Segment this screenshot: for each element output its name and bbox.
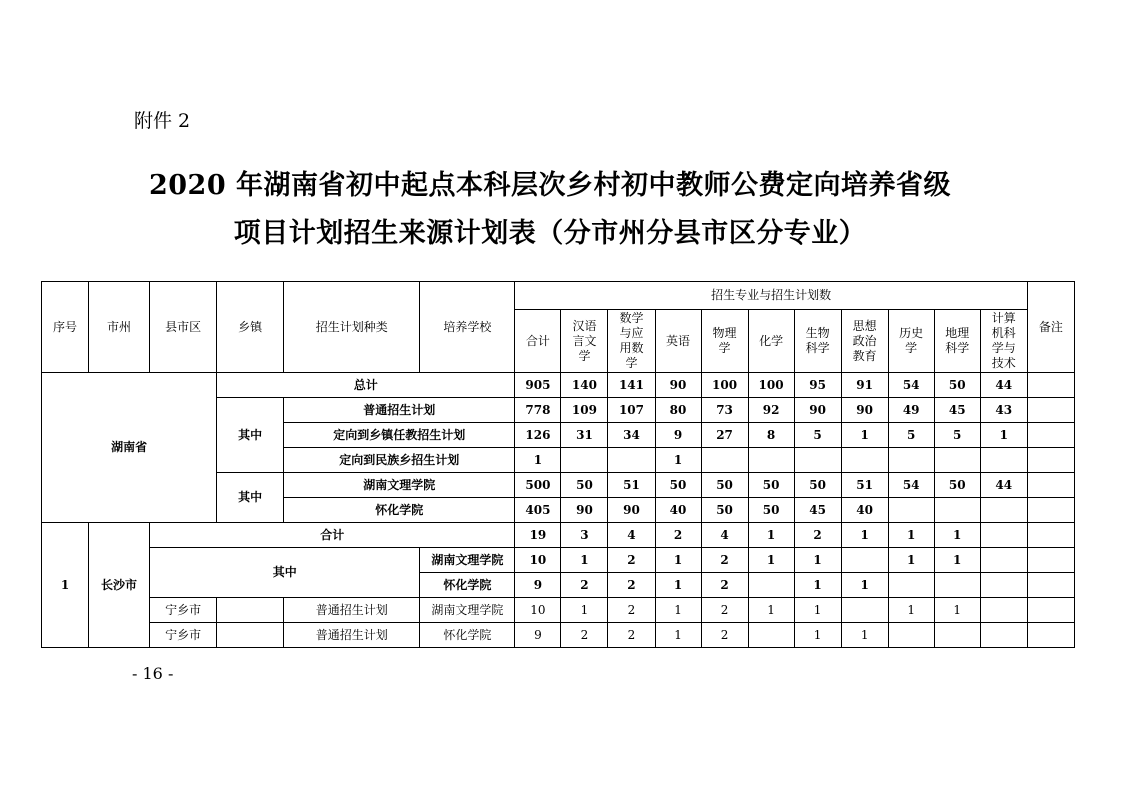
plan-table-body: [42, 282, 1075, 648]
value-cell: 2: [561, 623, 608, 648]
value-cell: 1: [561, 548, 608, 573]
title-line-2: 项目计划招生来源计划表（分市州分县市区分专业）: [233, 218, 867, 249]
value-cell: 90: [841, 398, 888, 423]
value-cell: 95: [794, 373, 841, 398]
remark-cell: [1027, 623, 1074, 648]
among-label: 其中: [217, 398, 284, 473]
row-label: 普通招生计划: [284, 398, 515, 423]
value-cell: 1: [841, 523, 888, 548]
value-cell: 51: [841, 473, 888, 498]
value-cell: 44: [980, 473, 1027, 498]
value-cell: 40: [655, 498, 701, 523]
value-cell: 34: [608, 423, 655, 448]
header-major-group: 招生专业与招生计划数: [515, 282, 1027, 310]
value-cell: 2: [608, 573, 655, 598]
value-cell: 1: [655, 548, 701, 573]
value-cell: [934, 498, 980, 523]
value-cell: [748, 623, 794, 648]
value-cell: 2: [608, 548, 655, 573]
value-cell: 50: [701, 473, 748, 498]
value-cell: 1: [888, 598, 934, 623]
row-label: 合计: [150, 523, 515, 548]
remark-cell: [1027, 473, 1074, 498]
value-cell: 141: [608, 373, 655, 398]
town-name: [217, 598, 284, 623]
value-cell: 10: [515, 548, 561, 573]
value-cell: 1: [748, 598, 794, 623]
header-school: 培养学校: [420, 282, 515, 373]
county-name: 宁乡市: [150, 623, 217, 648]
value-cell: [980, 448, 1027, 473]
value-cell: [934, 623, 980, 648]
value-cell: [888, 623, 934, 648]
value-cell: 1: [934, 523, 980, 548]
value-cell: [980, 573, 1027, 598]
header-seq: 序号: [42, 282, 89, 373]
header-plan-type: 招生计划种类: [284, 282, 420, 373]
value-cell: [980, 623, 1027, 648]
value-cell: 50: [934, 373, 980, 398]
value-cell: 80: [655, 398, 701, 423]
value-cell: 1: [748, 523, 794, 548]
value-cell: 3: [561, 523, 608, 548]
header-county: 县市区: [150, 282, 217, 373]
value-cell: [980, 548, 1027, 573]
value-cell: 50: [794, 473, 841, 498]
value-cell: 1: [794, 573, 841, 598]
town-name: [217, 623, 284, 648]
value-cell: 4: [608, 523, 655, 548]
city-total-row: [42, 523, 1075, 548]
value-cell: 45: [934, 398, 980, 423]
value-cell: 31: [561, 423, 608, 448]
value-cell: 100: [748, 373, 794, 398]
value-cell: 50: [748, 473, 794, 498]
value-cell: 43: [980, 398, 1027, 423]
value-cell: 1: [841, 573, 888, 598]
value-cell: 126: [515, 423, 561, 448]
value-cell: [980, 523, 1027, 548]
value-cell: 5: [888, 423, 934, 448]
header-city: 市州: [89, 282, 150, 373]
city-school-row: [42, 548, 1075, 573]
header-major: 地理 科学: [934, 310, 980, 373]
page-number: - 16 -: [132, 664, 174, 683]
value-cell: 50: [701, 498, 748, 523]
province-name: 湖南省: [42, 373, 217, 523]
row-label: 怀化学院: [420, 573, 515, 598]
value-cell: 50: [655, 473, 701, 498]
value-cell: 140: [561, 373, 608, 398]
county-name: 宁乡市: [150, 598, 217, 623]
remark-cell: [1027, 423, 1074, 448]
header-major: 历史 学: [888, 310, 934, 373]
remark-cell: [1027, 373, 1074, 398]
value-cell: 1: [655, 448, 701, 473]
value-cell: 73: [701, 398, 748, 423]
value-cell: 2: [701, 548, 748, 573]
among-label: 其中: [150, 548, 420, 598]
remark-cell: [1027, 523, 1074, 548]
value-cell: [748, 573, 794, 598]
value-cell: 100: [701, 373, 748, 398]
row-label: 湖南文理学院: [420, 548, 515, 573]
row-label: 定向到乡镇任教招生计划: [284, 423, 515, 448]
value-cell: 9: [515, 573, 561, 598]
value-cell: 10: [515, 598, 561, 623]
value-cell: 27: [701, 423, 748, 448]
value-cell: 1: [748, 548, 794, 573]
value-cell: 90: [561, 498, 608, 523]
value-cell: [888, 573, 934, 598]
value-cell: 1: [841, 423, 888, 448]
value-cell: 51: [608, 473, 655, 498]
attachment-label: 附件 2: [134, 110, 191, 132]
county-row: [42, 598, 1075, 623]
value-cell: 2: [701, 598, 748, 623]
row-label: 湖南文理学院: [284, 473, 515, 498]
value-cell: 1: [655, 573, 701, 598]
value-cell: 9: [655, 423, 701, 448]
value-cell: [561, 448, 608, 473]
school-name: 湖南文理学院: [420, 598, 515, 623]
remark-cell: [1027, 398, 1074, 423]
value-cell: 8: [748, 423, 794, 448]
value-cell: 1: [841, 623, 888, 648]
value-cell: 2: [701, 573, 748, 598]
value-cell: 91: [841, 373, 888, 398]
row-label: 总计: [217, 373, 515, 398]
value-cell: 500: [515, 473, 561, 498]
value-cell: [934, 573, 980, 598]
value-cell: 1: [794, 623, 841, 648]
plan-table: [41, 281, 1075, 648]
value-cell: 2: [608, 598, 655, 623]
value-cell: 2: [608, 623, 655, 648]
remark-cell: [1027, 448, 1074, 473]
value-cell: 778: [515, 398, 561, 423]
value-cell: [980, 598, 1027, 623]
among-label: 其中: [217, 473, 284, 523]
title-line-1: 2020 年湖南省初中起点本科层次乡村初中教师公费定向培养省级: [148, 170, 952, 201]
value-cell: 1: [888, 548, 934, 573]
plan-type: 普通招生计划: [284, 623, 420, 648]
header-major: 物理 学: [701, 310, 748, 373]
value-cell: 2: [794, 523, 841, 548]
value-cell: 4: [701, 523, 748, 548]
header-remark: 备注: [1027, 282, 1074, 373]
school-name: 怀化学院: [420, 623, 515, 648]
value-cell: 5: [934, 423, 980, 448]
header-major: 汉语 言文 学: [561, 310, 608, 373]
value-cell: 1: [561, 598, 608, 623]
value-cell: [841, 548, 888, 573]
value-cell: 905: [515, 373, 561, 398]
value-cell: 2: [561, 573, 608, 598]
value-cell: 1: [980, 423, 1027, 448]
value-cell: 1: [515, 448, 561, 473]
value-cell: 50: [934, 473, 980, 498]
value-cell: 49: [888, 398, 934, 423]
value-cell: 50: [561, 473, 608, 498]
remark-cell: [1027, 573, 1074, 598]
row-label: 怀化学院: [284, 498, 515, 523]
value-cell: 54: [888, 473, 934, 498]
value-cell: 1: [794, 598, 841, 623]
header-major: 数学 与应 用数 学: [608, 310, 655, 373]
value-cell: [794, 448, 841, 473]
value-cell: 107: [608, 398, 655, 423]
header-major: 化学: [748, 310, 794, 373]
city-name: 长沙市: [89, 523, 150, 648]
remark-cell: [1027, 498, 1074, 523]
value-cell: 2: [655, 523, 701, 548]
value-cell: 109: [561, 398, 608, 423]
value-cell: 405: [515, 498, 561, 523]
value-cell: [701, 448, 748, 473]
header-major: 英语: [655, 310, 701, 373]
value-cell: 50: [748, 498, 794, 523]
header-town: 乡镇: [217, 282, 284, 373]
row-label: 定向到民族乡招生计划: [284, 448, 515, 473]
value-cell: 1: [888, 523, 934, 548]
value-cell: [888, 498, 934, 523]
value-cell: [888, 448, 934, 473]
value-cell: 5: [794, 423, 841, 448]
plan-type: 普通招生计划: [284, 598, 420, 623]
header-major: 思想 政治 教育: [841, 310, 888, 373]
value-cell: 1: [934, 598, 980, 623]
value-cell: 90: [608, 498, 655, 523]
value-cell: 9: [515, 623, 561, 648]
value-cell: 90: [655, 373, 701, 398]
value-cell: 19: [515, 523, 561, 548]
value-cell: 1: [794, 548, 841, 573]
city-seq: 1: [42, 523, 89, 648]
value-cell: 45: [794, 498, 841, 523]
remark-cell: [1027, 548, 1074, 573]
value-cell: 44: [980, 373, 1027, 398]
value-cell: 54: [888, 373, 934, 398]
header-major: 合计: [515, 310, 561, 373]
value-cell: [980, 498, 1027, 523]
county-row: [42, 623, 1075, 648]
province-total-row: [42, 373, 1075, 398]
value-cell: 1: [655, 623, 701, 648]
header-major: 生物 科学: [794, 310, 841, 373]
value-cell: [748, 448, 794, 473]
header-major: 计算 机科 学与 技术: [980, 310, 1027, 373]
value-cell: 1: [934, 548, 980, 573]
value-cell: 40: [841, 498, 888, 523]
remark-cell: [1027, 598, 1074, 623]
value-cell: 92: [748, 398, 794, 423]
value-cell: 2: [701, 623, 748, 648]
value-cell: [608, 448, 655, 473]
value-cell: [841, 448, 888, 473]
value-cell: 90: [794, 398, 841, 423]
value-cell: [934, 448, 980, 473]
value-cell: 1: [655, 598, 701, 623]
value-cell: [841, 598, 888, 623]
